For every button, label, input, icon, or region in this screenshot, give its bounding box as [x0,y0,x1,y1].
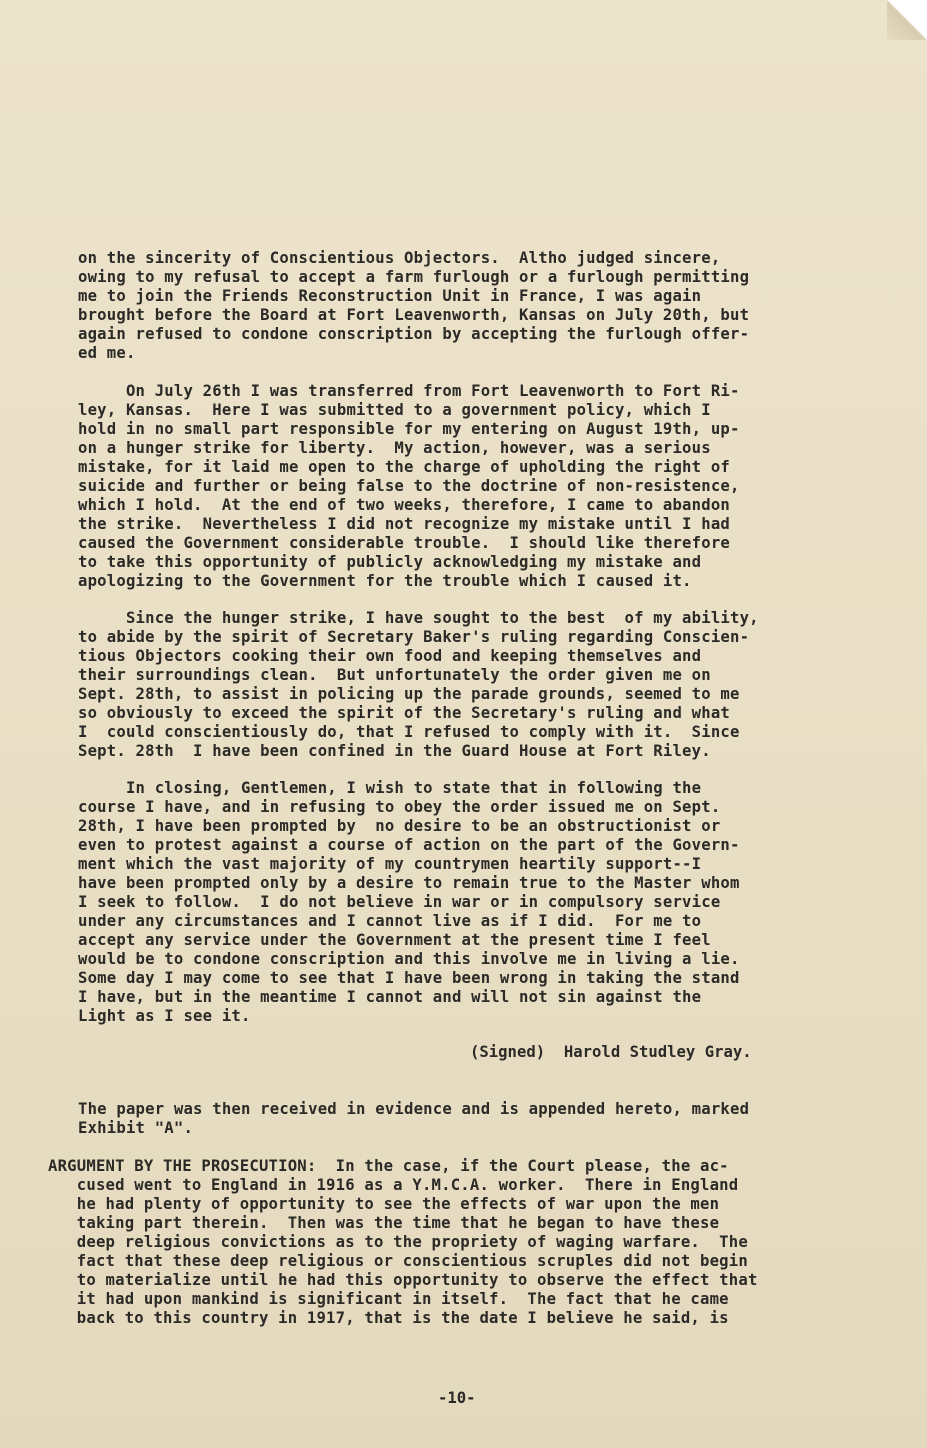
text-line: In closing, Gentlemen, I wish to state that in following the [78,779,702,797]
text-line: course I have, and in refusing to obey the order issued me on Sept. [78,798,721,816]
text-line: would be to condone conscription and this involve me in living a lie. [78,950,740,968]
text-line: Some day I may come to see that I have been wrong in taking the stand [78,969,740,987]
text-line: owing to my refusal to accept a farm furlough or a furlough permitting [78,268,750,286]
paragraph-1 [78,249,878,363]
text-line: I have, but in the meantime I cannot and will not sin against the [78,988,702,1006]
signature-line: (Signed) Harold Studley Gray. [470,1043,752,1061]
text-line: me to join the Friends Reconstruction Unit in France, I was again [78,287,702,305]
text-line: Sept. 28th, to assist in policing up the parade grounds, seemed to me [78,685,740,703]
text-line: apologizing to the Government for the trouble which I caused it. [78,572,692,590]
text-line: have been prompted only by a desire to remain true to the Master whom [78,874,740,892]
text-line: under any circumstances and I cannot live as if I did. For me to [78,912,702,930]
text-line: their surroundings clean. But unfortunately the order given me on [78,666,711,684]
text-line: ed me. [78,344,136,362]
text-line: the strike. Nevertheless I did not recognize my mistake until I had [78,515,730,533]
text-line: I could conscientiously do, that I refused to comply with it. Since [78,723,740,741]
paragraph-4 [78,779,878,1026]
text-line: Exhibit "A". [78,1119,194,1137]
text-line: I seek to follow. I do not believe in war or in compulsory service [78,893,721,911]
text-line: ley, Kansas. Here I was submitted to a government policy, which I [78,401,711,419]
text-line: it had upon mankind is significant in itself. The fact that he came [48,1290,729,1308]
text-line: suicide and further or being false to the doctrine of non-resistence, [78,477,740,495]
text-line: Since the hunger strike, I have sought to the best of my ability, [78,609,759,627]
text-line: 28th, I have been prompted by no desire to be an obstructionist or [78,817,721,835]
text-line: hold in no small part responsible for my entering on August 19th, up- [78,420,740,438]
folded-corner [887,0,927,40]
text-line: mistake, for it laid me open to the charge of upholding the right of [78,458,730,476]
text-line: Sept. 28th I have been confined in the Guard House at Fort Riley. [78,742,711,760]
text-line: On July 26th I was transferred from Fort Leavenworth to Fort Ri- [78,382,740,400]
text-line: which I hold. At the end of two weeks, therefore, I came to abandon [78,496,730,514]
text-line: back to this country in 1917, that is the date I believe he said, is [48,1309,729,1327]
text-line: The paper was then received in evidence and is appended hereto, marked [78,1100,750,1118]
text-line: on a hunger strike for liberty. My action, however, was a serious [78,439,711,457]
text-line: to take this opportunity of publicly acknowledging my mistake and [78,553,702,571]
text-line: Light as I see it. [78,1007,251,1025]
text-line: taking part therein. Then was the time that he began to have these [48,1214,720,1232]
text-line: accept any service under the Government at the present time I feel [78,931,711,949]
text-line: to materialize until he had this opportunity to observe the effect that [48,1271,758,1289]
paragraph-2 [78,382,878,591]
paragraph-5 [78,1100,878,1138]
text-line: so obviously to exceed the spirit of the Secretary's ruling and what [78,704,730,722]
text-line: ment which the vast majority of my countrymen heartily support--I [78,855,702,873]
text-line: to abide by the spirit of Secretary Baker's ruling regarding Conscien- [78,628,750,646]
page-number: -10- [438,1389,476,1407]
text-line: ARGUMENT BY THE PROSECUTION: In the case, if the Court please, the ac- [48,1157,729,1175]
text-line: deep religious convictions as to the propriety of waging warfare. The [48,1233,748,1251]
text-line: tious Objectors cooking their own food and keeping themselves and [78,647,702,665]
text-line: fact that these deep religious or conscientious scruples did not begin [48,1252,748,1270]
prosecution-argument [48,1157,888,1328]
text-line: on the sincerity of Conscientious Objectors. Altho judged sincere, [78,249,721,267]
text-line: even to protest against a course of action on the part of the Govern- [78,836,740,854]
text-line: again refused to condone conscription by accepting the furlough offer- [78,325,750,343]
text-line: caused the Government considerable trouble. I should like therefore [78,534,730,552]
text-line: he had plenty of opportunity to see the effects of war upon the men [48,1195,720,1213]
text-line: cused went to England in 1916 as a Y.M.C.A. worker. There in England [48,1176,739,1194]
text-line: brought before the Board at Fort Leavenworth, Kansas on July 20th, but [78,306,750,324]
paragraph-3 [78,609,878,761]
